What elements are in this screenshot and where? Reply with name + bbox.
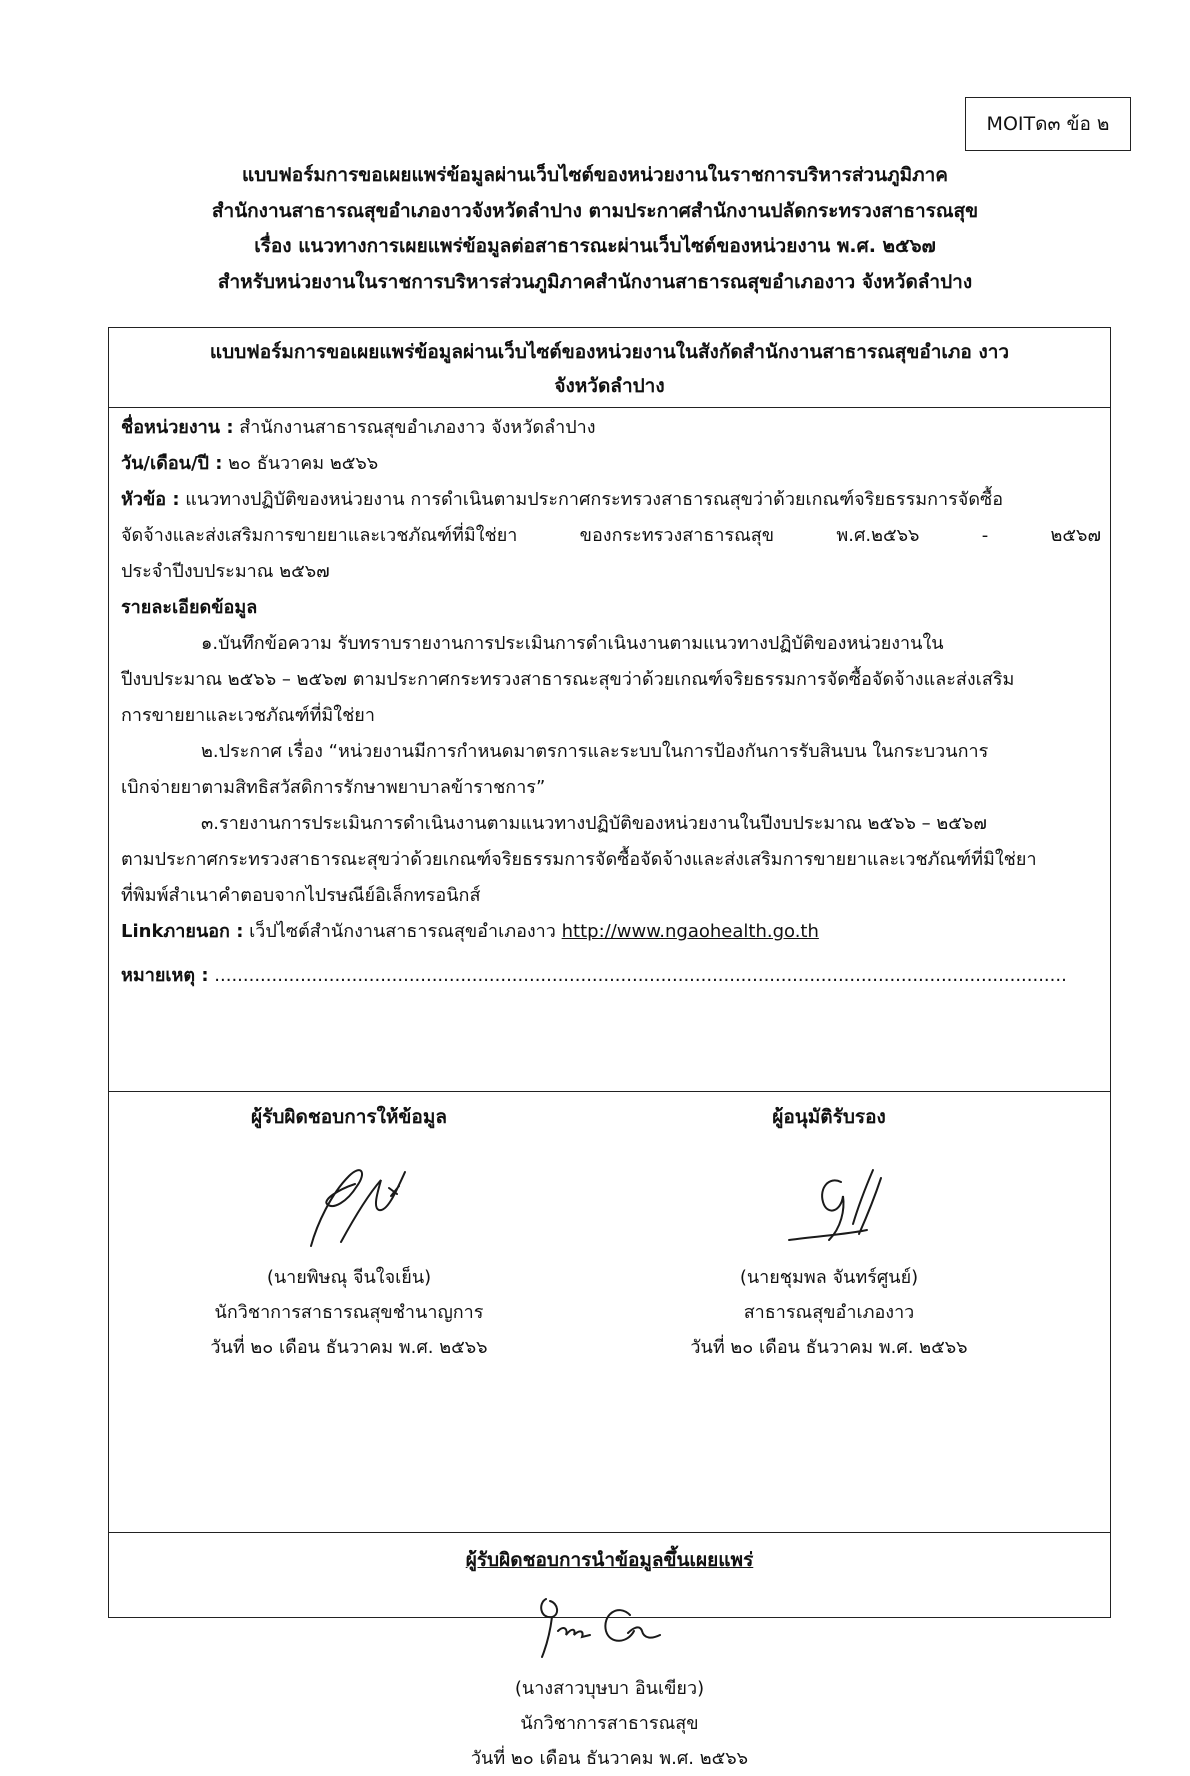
- item-3-line-2: ตามประกาศกระทรวงสาธารณะสุขว่าด้วยเกณฑ์จริยธรรมการจัดซื้อจัดจ้างและส่งเสริมการขายยาและเวชภัณฑ์ที่มิใช่ยา: [121, 849, 1037, 870]
- provider-role: ผู้รับผิดชอบการให้ข้อมูล: [251, 1106, 447, 1128]
- provider-name: (นายพิษณุ จีนใจเย็น): [266, 1267, 432, 1288]
- item-2-line-2: เบิกจ่ายยาตามสิทธิสวัสดิการรักษาพยาบาลข้าราชการ”: [121, 777, 546, 798]
- approver-role: ผู้อนุมัติรับรอง: [772, 1106, 886, 1128]
- form-title: [109, 328, 1110, 408]
- external-link[interactable]: http://www.ngaohealth.go.th: [561, 921, 819, 942]
- document-code-box: [965, 97, 1131, 151]
- provider-date: วันที่ ๒๐ เดือน ธันวาคม พ.ศ. ๒๕๖๖: [210, 1337, 488, 1358]
- agency-row: [121, 410, 1101, 446]
- signature-section: [109, 1091, 1110, 1533]
- form-title-line-2: จังหวัดลำปาง: [554, 375, 665, 397]
- external-link-row: [121, 914, 1101, 950]
- remark-row: [121, 958, 1101, 994]
- publisher-signature-image: [510, 1585, 710, 1665]
- approver-name: (นายชุมพล จันทร์ศูนย์): [739, 1267, 919, 1288]
- document-code: MOITด๓ ข้อ ๒: [986, 113, 1110, 135]
- item-1-line-2: ปีงบประมาณ ๒๕๖๖ – ๒๕๖๗ ตามประกาศกระทรวงสาธารณะสุขว่าด้วยเกณฑ์จริยธรรมการจัดซื้อจัดจ้างและส่งเสริม: [121, 669, 1015, 690]
- provider-signature-image: [269, 1154, 429, 1254]
- item-2-line-1: ๒.ประกาศ เรื่อง “หน่วยงานมีการกำหนดมาตรการและระบบในการป้องกันการรับสินบน ในกระบวนการ: [201, 741, 989, 762]
- approver-signature-block: [589, 1092, 1069, 1365]
- topic-label: หัวข้อ :: [121, 489, 180, 510]
- publisher-signature-block: [109, 1533, 1110, 1776]
- item-3-line-3: ที่พิมพ์สำเนาคำตอบจากไปรษณีย์อิเล็กทรอนิกส์: [121, 885, 481, 906]
- publisher-name: (นางสาวบุษบา อินเขียว): [514, 1678, 705, 1699]
- item-3-line-1: ๓.รายงานการประเมินการดำเนินงานตามแนวทางปฏิบัติของหน่วยงานในปีงบประมาณ ๒๕๖๖ – ๒๕๖๗: [201, 813, 987, 834]
- topic-line-2: จัดจ้างและส่งเสริมการขายยาและเวชภัณฑ์ที่มิใช่ยา ของกระทรวงสาธารณสุข พ.ศ.๒๕๖๖ - ๒๕๖๗: [121, 525, 1101, 546]
- form-body: [121, 410, 1101, 994]
- date-value: ๒๐ ธันวาคม ๒๕๖๖: [222, 453, 379, 474]
- agency-value: สำนักงานสาธารณสุขอำเภองาว จังหวัดลำปาง: [233, 417, 596, 438]
- remark-dots: .....................................................................................................................................................: [208, 965, 1067, 986]
- form-title-line-1: แบบฟอร์มการขอเผยแพร่ข้อมูลผ่านเว็บไซต์ของหน่วยงานในสังกัดสำนักงานสาธารณสุขอำเภอ งาว: [209, 341, 1010, 363]
- publisher-position: นักวิชาการสาธารณสุข: [520, 1713, 699, 1734]
- publisher-role: ผู้รับผิดชอบการนำข้อมูลขึ้นเผยแพร่: [465, 1549, 754, 1571]
- header-line-1: แบบฟอร์มการขอเผยแพร่ข้อมูลผ่านเว็บไซต์ของหน่วยงานในราชการบริหารส่วนภูมิภาค: [241, 164, 949, 186]
- topic-row: [121, 482, 1101, 518]
- header-line-2: สำนักงานสาธารณสุขอำเภองาวจังหวัดลำปาง ตามประกาศสำนักงานปลัดกระทรวงสาธารณสุข: [211, 199, 979, 222]
- link-description: เว็ปไซต์สำนักงานสาธารณสุขอำเภองาว: [243, 921, 562, 942]
- approver-position: สาธารณสุขอำเภองาว: [743, 1302, 915, 1323]
- header-line-4: สำหรับหน่วยงานในราชการบริหารส่วนภูมิภาคสำนักงานสาธารณสุขอำเภองาว จังหวัดลำปาง: [217, 270, 973, 293]
- remark-label: หมายเหตุ :: [121, 965, 209, 986]
- topic-line-1: แนวทางปฏิบัติของหน่วยงาน การดำเนินตามประกาศกระทรวงสาธารณสุขว่าด้วยเกณฑ์จริยธรรมการจัดซื้อ: [179, 489, 1004, 510]
- date-label: วัน/เดือน/ปี :: [121, 453, 223, 474]
- details-label: รายละเอียดข้อมูล: [121, 597, 258, 618]
- link-label: Linkภายนอก :: [121, 921, 244, 942]
- header-line-3: เรื่อง แนวทางการเผยแพร่ข้อมูลต่อสาธารณะผ่านเว็บไซต์ของหน่วยงาน พ.ศ. ๒๕๖๗: [254, 235, 936, 257]
- provider-position: นักวิชาการสาธารณสุขชำนาญการ: [214, 1302, 484, 1323]
- topic-line-3: ประจำปีงบประมาณ ๒๕๖๗: [121, 561, 330, 582]
- date-row: [121, 446, 1101, 482]
- item-1-line-3: การขายยาและเวชภัณฑ์ที่มิใช่ยา: [121, 705, 375, 726]
- approver-date: วันที่ ๒๐ เดือน ธันวาคม พ.ศ. ๒๕๖๖: [690, 1337, 968, 1358]
- document-header: [110, 158, 1080, 300]
- agency-label: ชื่อหน่วยงาน :: [121, 417, 234, 438]
- publisher-date: วันที่ ๒๐ เดือน ธันวาคม พ.ศ. ๒๕๖๖: [470, 1748, 749, 1769]
- approver-signature-image: [749, 1154, 909, 1254]
- provider-signature-block: [109, 1092, 589, 1365]
- item-1-line-1: ๑.บันทึกข้อความ รับทราบรายงานการประเมินการดำเนินงานตามแนวทางปฏิบัติของหน่วยงานใน: [201, 633, 944, 654]
- publication-form: [108, 327, 1111, 1769]
